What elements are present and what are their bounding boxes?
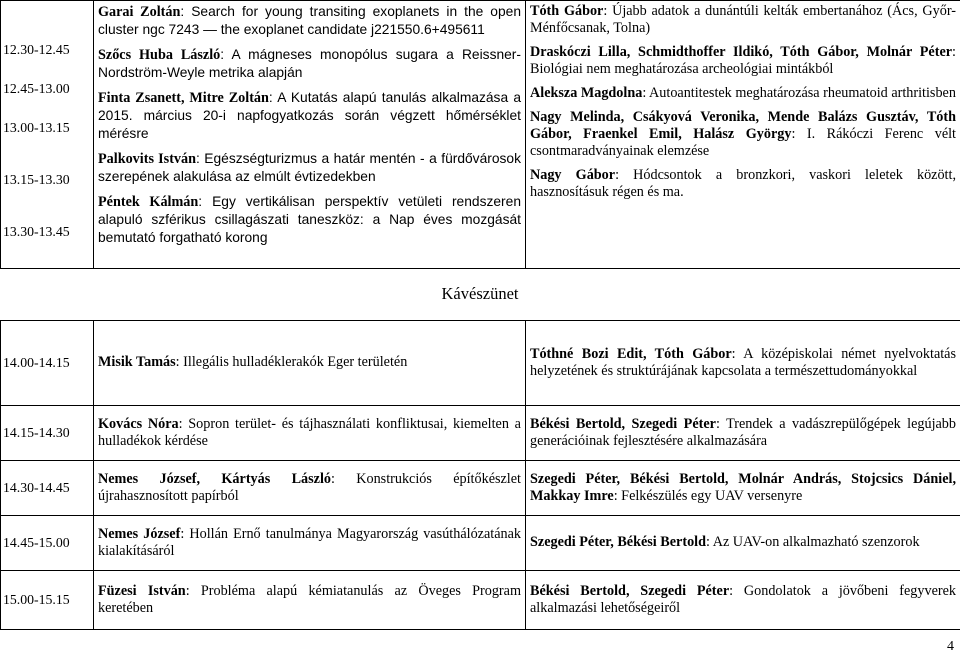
talk-entry bbox=[98, 46, 521, 82]
talk-authors: Nagy Gábor bbox=[530, 167, 616, 183]
session-2-table bbox=[0, 320, 960, 630]
talk-authors: Tóth Gábor bbox=[530, 3, 604, 19]
time-slot: 14.00-14.15 bbox=[1, 321, 94, 406]
talk-authors: Péntek Kálmán bbox=[98, 194, 199, 210]
session-1-right-column bbox=[526, 1, 960, 269]
talk-authors: Palkovits István bbox=[98, 151, 196, 167]
talk-authors: Aleksza Magdolna bbox=[530, 85, 643, 101]
talk-title: : Hódcsontok a bronzkori, vaskori leletek között, hasznosításuk régen és ma. bbox=[530, 167, 956, 200]
talk-entry bbox=[530, 109, 956, 160]
talk-title: : Konstrukciós építőkészlet újrahasznosított papírból bbox=[98, 470, 521, 504]
talk-authors: Misik Tamás bbox=[98, 354, 176, 371]
table-row bbox=[1, 405, 960, 460]
talk-entry bbox=[94, 405, 526, 460]
talk-entry bbox=[530, 167, 956, 201]
time-slot: 14.15-14.30 bbox=[1, 405, 94, 460]
talk-title: : A középiskolai német nyelvoktatás helyzetének és struktúrájának kapcsolata a természettudományokkal bbox=[530, 345, 956, 379]
talk-title: : Hollán Ernő tanulmánya Magyarország vasúthálózatának kialakításáról bbox=[98, 525, 521, 559]
talk-authors: Szegedi Péter, Békési Bertold bbox=[530, 534, 706, 551]
time-slot: 14.45-15.00 bbox=[1, 515, 94, 570]
talk-authors: Garai Zoltán bbox=[98, 4, 181, 20]
talk-title: : Egy vertikálisan perspektív vetületi rendszeren alapuló szférikus csillagászati taneszköz: a Nap éves mozgását bemutató forgatható korong bbox=[98, 194, 521, 245]
talk-entry bbox=[98, 150, 521, 186]
talk-entry bbox=[526, 460, 960, 515]
talk-authors: Békési Bertold, Szegedi Péter bbox=[530, 582, 730, 599]
talk-title: : Újabb adatok a dunántúli kelták embertanához (Ács, Győr-Ménfőcsanak, Tolna) bbox=[530, 3, 956, 36]
talk-entry bbox=[530, 44, 956, 78]
talk-entry bbox=[94, 570, 526, 629]
talk-entry bbox=[530, 85, 956, 102]
talk-title: : Trendek a vadászrepülőgépek legújabb generációinak fejlesztésére alkalmazására bbox=[530, 415, 956, 449]
talk-title: : Gondolatok a jövőbeni fegyverek alkalmazási lehetőségeiről bbox=[530, 582, 957, 616]
talk-authors: Békési Bertold, Szegedi Péter bbox=[530, 415, 716, 432]
talk-entry bbox=[94, 515, 526, 570]
talk-title: : Az UAV-on alkalmazható szenzorok bbox=[706, 534, 920, 551]
talk-title: : Sopron terület- és tájhasználati konfliktusai, kiemelten a hulladékok kérdése bbox=[98, 415, 521, 449]
time-slot: 12.30-12.45 bbox=[3, 41, 70, 57]
talk-entry bbox=[526, 321, 960, 406]
talk-entry bbox=[94, 321, 526, 406]
time-slot: 13.15-13.30 bbox=[3, 171, 70, 187]
time-slot: 13.30-13.45 bbox=[3, 223, 70, 239]
talk-entry bbox=[98, 89, 521, 143]
talk-authors: Szegedi Péter, Békési Bertold, Molnár András, Stojcsics Dániel, Makkay Imre bbox=[530, 470, 956, 504]
session-1-table bbox=[0, 0, 960, 269]
talk-title: : A mágneses monopólus sugara a Reissner-Nordström-Weyle metrika alapján bbox=[98, 47, 521, 80]
talk-authors: Szőcs Huba László bbox=[98, 47, 221, 63]
talk-authors: Nagy Melinda, Csákyová Veronika, Mende Balázs Gusztáv, Tóth Gábor, Fraenkel Emil, Halász György bbox=[530, 109, 956, 142]
talk-title: : Search for young transiting exoplanets in the open cluster ngc 7243 — the exoplanet candidate j221550.6+495611 bbox=[98, 4, 521, 37]
table-row bbox=[1, 570, 960, 629]
talk-authors: Füzesi István bbox=[98, 582, 186, 599]
talk-title: : I. Rákóczi Ferenc vélt csontmaradványainak elemzése bbox=[530, 126, 957, 159]
talk-title: : Probléma alapú kémiatanulás az Öveges Program keretében bbox=[98, 582, 521, 616]
talk-entry bbox=[98, 193, 521, 247]
table-row bbox=[1, 460, 960, 515]
talk-entry bbox=[526, 570, 960, 629]
talk-authors: Nemes József, Kártyás László bbox=[98, 470, 331, 487]
time-slot: 13.00-13.15 bbox=[3, 119, 70, 135]
talk-title: : Autoantitestek meghatározása rheumatoid arthritisben bbox=[642, 85, 956, 101]
time-slot: 15.00-15.15 bbox=[1, 570, 94, 629]
talk-authors: Finta Zsanett, Mitre Zoltán bbox=[98, 90, 269, 106]
talk-entry bbox=[526, 405, 960, 460]
talk-title: : Illegális hulladéklerakók Eger területén bbox=[175, 354, 408, 371]
table-row bbox=[1, 515, 960, 570]
session-1-middle-column bbox=[94, 1, 526, 269]
talk-entry bbox=[98, 3, 521, 39]
talk-title: : Felkészülés egy UAV versenyre bbox=[613, 487, 803, 504]
talk-title: : Biológiai nem meghatározása archeológiai mintákból bbox=[530, 44, 956, 77]
talk-title: : Egészségturizmus a határ mentén - a fürdővárosok szerepének alakulása az elmúlt évtizedekben bbox=[98, 151, 521, 184]
table-row bbox=[1, 321, 960, 406]
coffee-break-heading: Kávészünet bbox=[441, 284, 519, 303]
talk-title: : A Kutatás alapú tanulás alkalmazása a 2015. március 20-i napfogyatkozás során végzett hőmérséklet mérésre bbox=[98, 90, 522, 141]
time-slot: 14.30-14.45 bbox=[1, 460, 94, 515]
talk-entry bbox=[530, 3, 956, 37]
talk-authors: Draskóczi Lilla, Schmidthoffer Ildikó, Tóth Gábor, Molnár Péter bbox=[530, 44, 953, 60]
talk-authors: Kovács Nóra bbox=[98, 415, 179, 432]
talk-entry bbox=[526, 515, 960, 570]
talk-authors: Nemes József bbox=[98, 525, 181, 542]
talk-authors: Tóthné Bozi Edit, Tóth Gábor bbox=[530, 345, 732, 362]
talk-entry bbox=[94, 460, 526, 515]
page-number: 4 bbox=[947, 639, 954, 654]
time-slot: 12.45-13.00 bbox=[3, 80, 70, 96]
session-1-times bbox=[1, 1, 94, 269]
